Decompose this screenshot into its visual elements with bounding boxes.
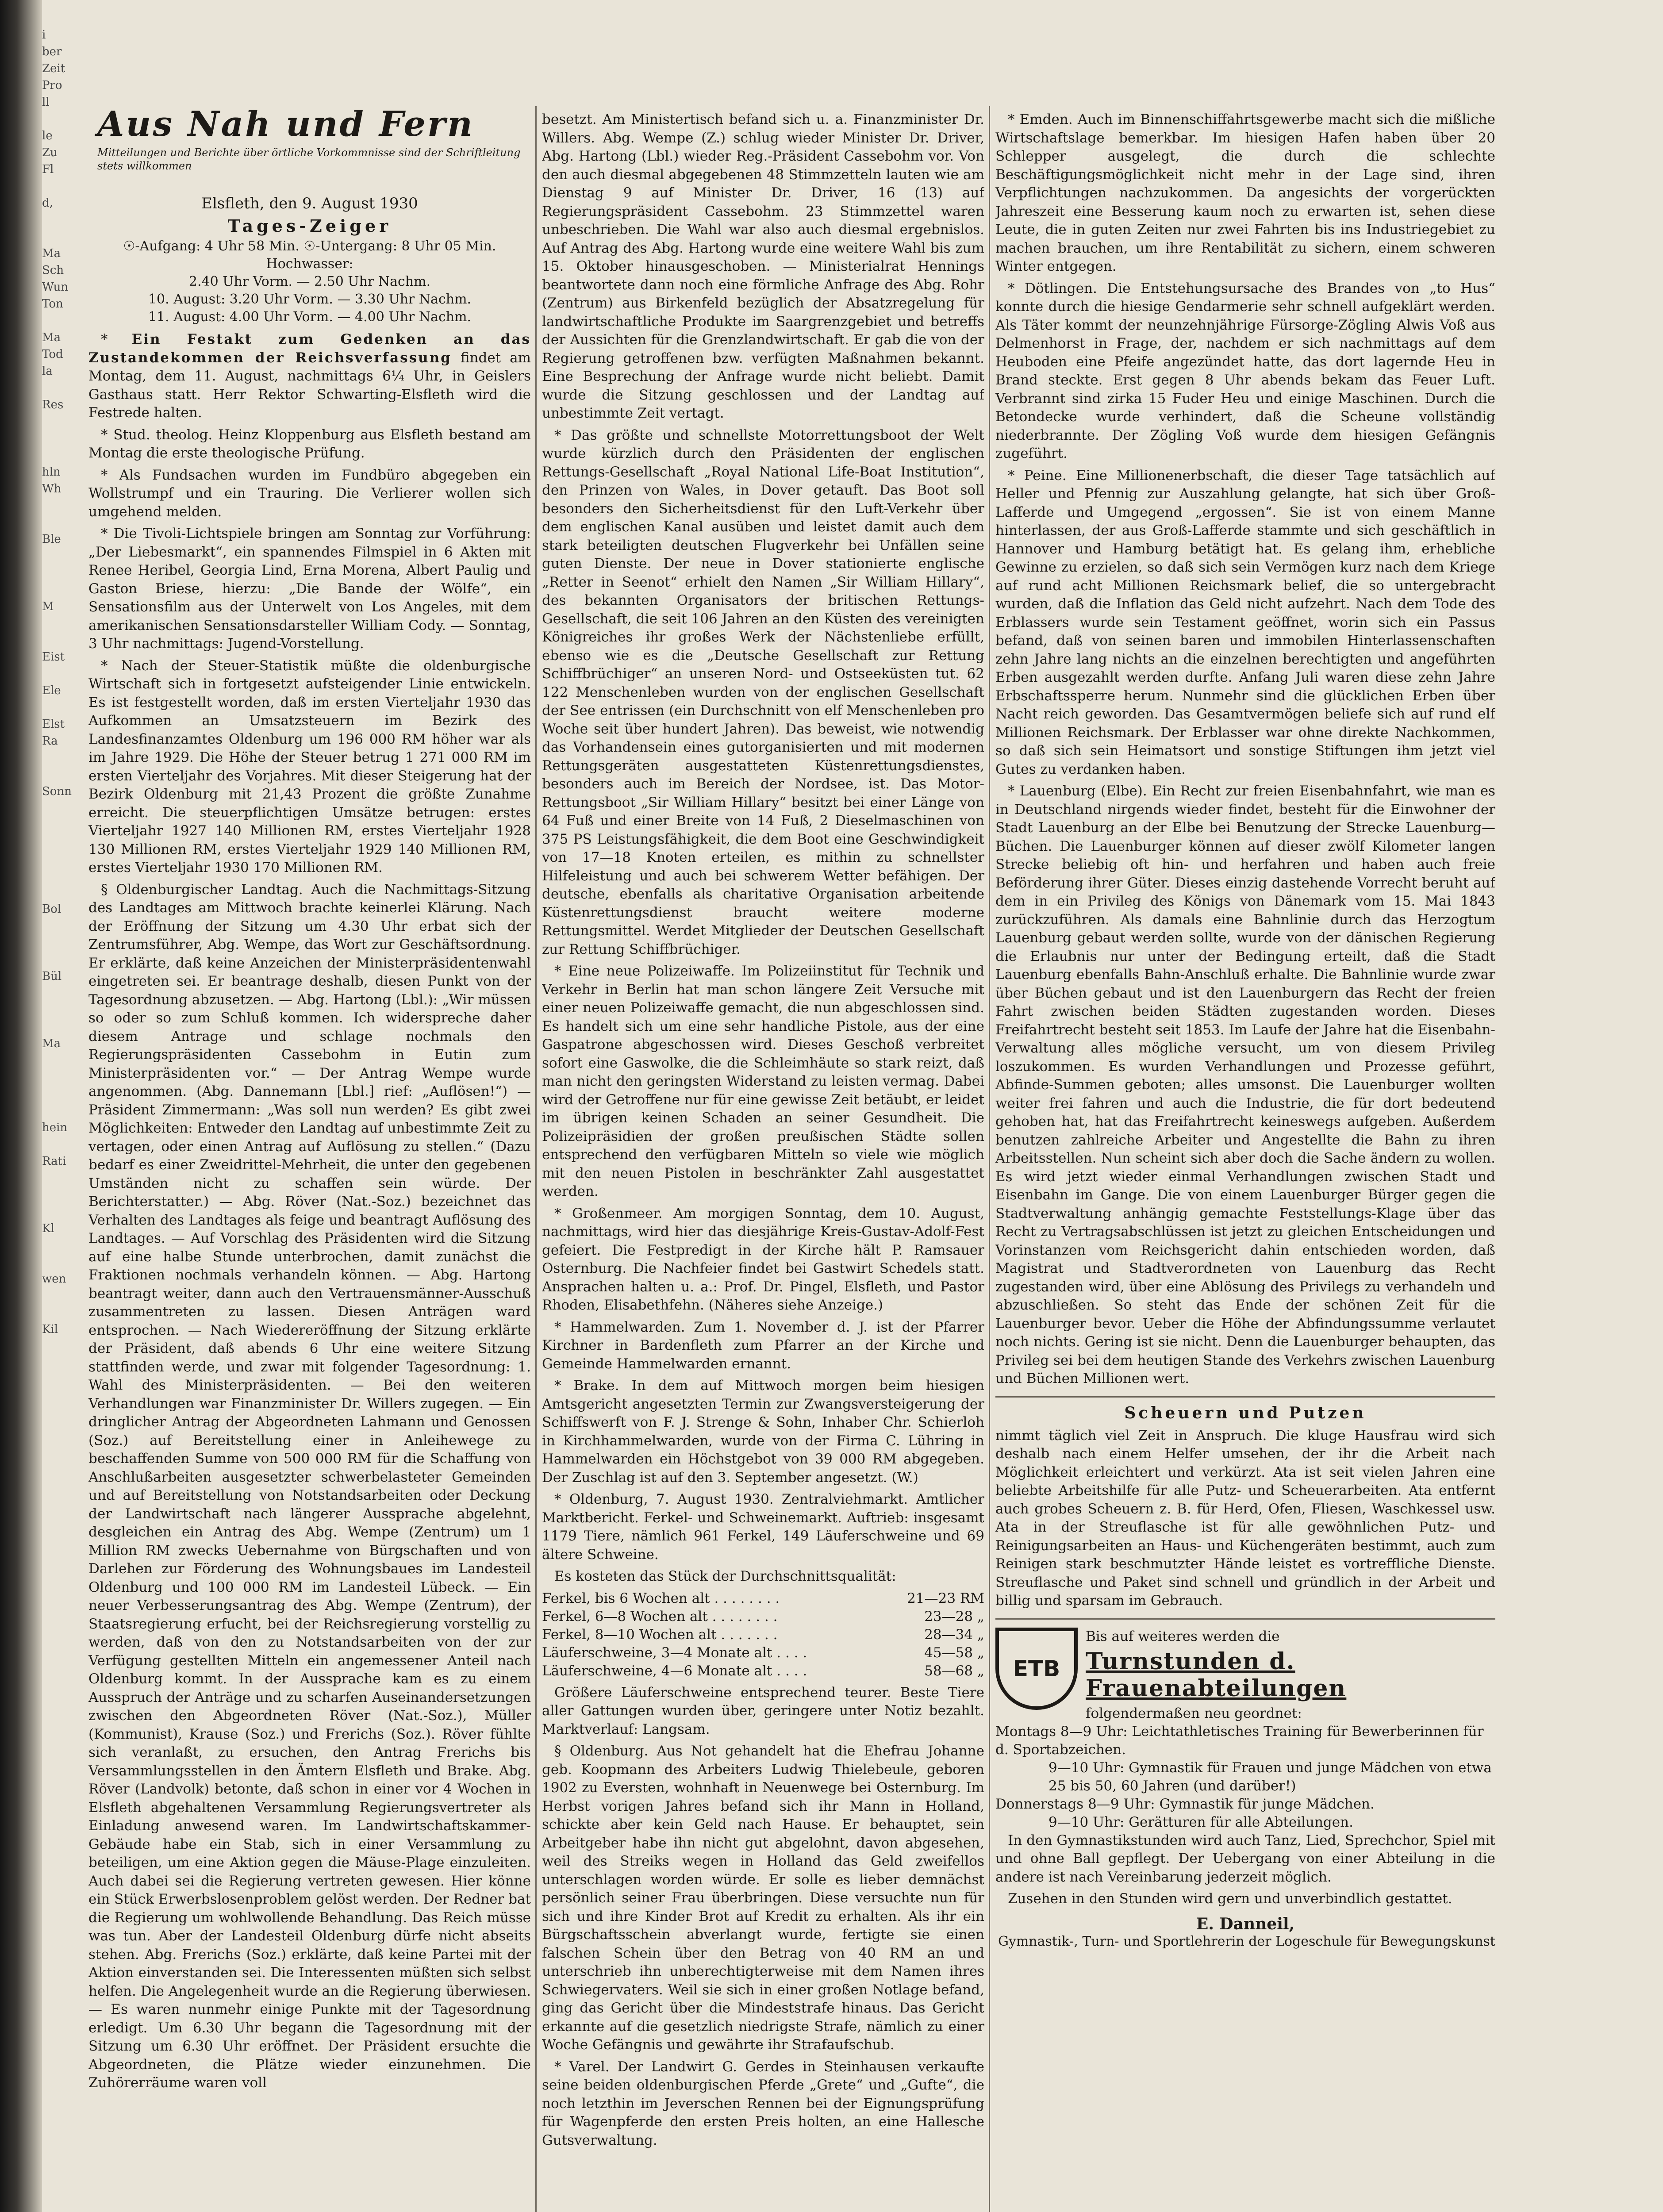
etb-logo xyxy=(995,1628,1078,1710)
ad-intro: Bis auf weiteres werden die xyxy=(1086,1628,1280,1644)
strip-fragment xyxy=(42,1052,77,1069)
strip-fragment: ll xyxy=(42,96,50,109)
article: Größere Läuferschweine entsprechend teurer. Beste Tiere aller Gattungen wurden über, geringere unter Notiz bezahlt. Marktverlauf: Langsam. xyxy=(542,1684,984,1737)
strip-fragment: Zeit xyxy=(42,62,65,75)
strip-fragment xyxy=(42,548,77,565)
strip-fragment xyxy=(42,615,77,632)
article: * Lauenburg (Elbe). Ein Recht zur freien Eisenbahnfahrt, wie man es in Deutschland nirgends wieder findet, besteht für die Einwohner der Stadt Lauenburg an der Elbe bei Benutzung der Strecke Lauenburg—Büchen. Die Lauenburger können auf dieser zwölf Kilometer langen Strecke beliebig oft hin- und herfahren und haben auch freie Beförderung ihrer Güter. Dieses einzig dastehende Vorrecht beruht auf dem in ein Privileg des Königs von Dänemark vom 15. Mai 1843 zurückzuführen. Als damals eine Bahnlinie durch das Herzogtum Lauenburg gebaut werden sollte, wurde von der dänischen Regierung die Erlaubnis nur unter der Bedingung erteilt, daß die Stadt Lauenburg ebenfalls Bahn-Anschluß erhalte. Die Bahnlinie wurde zwar über Büchen gebaut und ist den Lauenburgern das Recht der freien Fahrt zwischen beiden Städten zugestanden worden. Dieses Freifahrtrecht besteht seit 1853. Im Laufe der Jahre hat die Eisenbahn-Verwaltung alles mögliche versucht, um von diesem Privileg loszukommen. Es wurden Verhandlungen und Prozesse geführt, Abfinde-Summen geboten; alles umsonst. Die Lauenburger wollten weiter frei fahren und auch die Industrie, die für dort bedeutend gehoben hat, hat das Freifahrtrecht keineswegs aufgeben. Außerdem benutzen zahlreiche Arbeiter und Angestellte die Bahn zu ihren Arbeitsstellen. Nun scheint sich aber doch die Sache ändern zu wollen. Es wird jetzt wieder einmal Verhandlungen zwischen Stadt und Eisenbahn im Gange. Die von einem Lauenburger Bürger gegen die Stadtverwaltung anhängig gemachte Feststellungs-Klage über das Recht zu Vertragsabschlüssen ist jetzt zu gleichen Entscheidungen und Vorinstanzen vom Reichsgericht dahin entschieden worden, daß Magistrat und Stadtverordneten von Lauenburg das Recht zugestanden wird, über eine Ablösung des Privilegs zu verhandeln und abzuschließen. So steht das Ende der schönen Zeit für die Lauenburger bevor. Ueber die Höhe der Abfindungssumme verlautet noch nichts. Gering ist sie nicht. Denn die Lauenburger behaupten, das Privileg sei bei dem heutigen Stande des Verkehrs zwischen Lauenburg und Büchen Millionen wert. xyxy=(995,783,1495,1386)
strip-fragment: Tod xyxy=(42,348,63,361)
column-3 xyxy=(995,111,1495,2212)
tageszeiger-title: Tages-Zeiger xyxy=(227,216,392,236)
strip-fragment xyxy=(42,1018,77,1035)
strip-fragment xyxy=(42,111,77,127)
strip-fragment xyxy=(42,867,77,884)
strip-fragment xyxy=(42,447,77,464)
ad-note: Zusehen in den Stunden wird gern und unverbindlich gestattet. xyxy=(1008,1891,1452,1907)
ad-note: In den Gymnastikstunden wird auch Tanz, Lied, Sprechchor, Spiel mit und ohne Ball gepflegt. Der Uebergang von einer Abteilung in die andere ist nach Vereinbarung jederzeit möglich. xyxy=(995,1832,1495,1885)
strip-fragment xyxy=(42,985,77,1002)
schedule-line: Donnerstags 8—9 Uhr: Gymnastik für junge Mädchen. xyxy=(995,1796,1375,1812)
strip-fragment: la xyxy=(42,365,53,378)
strip-fragment xyxy=(42,632,77,649)
article: * Das größte und schnellste Motorrettungsboot der Welt wurde kürzlich durch den Präsidenten der englischen Rettungs-Gesellschaft „Royal National Life-Boat Institution“, den Prinzen von Wales, in Dover getauft. Das Boot soll besonders den Sicherheitsdienst für den Luft-Verkehr über dem englischen Kanal ausüben und leistet damit auch dem stark beteiligten deutschen Flugverkehr bei Unfällen seine guten Dienste. Der neue in Dover stationierte englische „Retter in Seenot“ erhielt den Namen „Sir William Hillary“, des bekannten Organisators der britischen Rettungs-Gesellschaft, die seit 106 Jahren an den Küsten des vereinigten Königreiches ihr großes Werk der Nächstenliebe erfüllt, ebenso wie es die „Deutsche Gesellschaft zur Rettung Schiffbrüchiger“ an unseren Nord- und Ostseeküsten tut. 62 122 Menschenleben wurden von der englischen Gesellschaft der See entrissen (ein Durchschnitt von elf Menschenleben pro Woche seit über hundert Jahren). Das beweist, wie notwendig das Vorhandensein eines gutorganisierten und mit modernen Rettungsgeräten ausgestatteten Küstenrettungsdienstes, besonders auch im Bereich der Nordsee, ist. Das Motor-Rettungsboot „Sir William Hillary“ besitzt bei einer Länge von 64 Fuß und einer Breite von 14 Fuß, 2 Dieselmaschinen von 375 PS Leistungsfähigkeit, die dem Boot eine Geschwindigkeit von 17—18 Knoten erteilen, es mithin zu schnellster Hilfeleistung und auch bei schwerem Wetter befähigen. Der deutsche, ebenfalls als charitative Organisation arbeitende Küstenrettungsdienst braucht weitere moderne Rettungsmittel. Werdet Mitglieder der Deutschen Gesellschaft zur Rettung Schiffbrüchiger. xyxy=(542,427,984,957)
strip-fragment xyxy=(42,312,77,329)
table-row xyxy=(542,1626,984,1644)
strip-fragment xyxy=(42,565,77,581)
schedule-line: 9—10 Uhr: Gerätturen für alle Abteilungen. xyxy=(1048,1814,1353,1830)
article: * Peine. Eine Millionenerbschaft, die dieser Tage tatsächlich auf Heller und Pfennig zur Auszahlung gelangte, hat sich über Groß-Lafferde und Umgegend „ergossen“. Sie ist von einem Manne hinterlassen, der aus Groß-Lafferde stammte und sich geschäftlich in Hannover und Hamburg betätigt hat. Es gelang ihm, erhebliche Gewinne zu erzielen, so daß sich sein Vermögen kurz nach dem Kriege auf rund acht Millionen Reichsmark belief, die so untergebracht wurden, daß die Inflation das Geld nicht aufzehrt. Nach dem Tode des Erblassers wurde sein Testament geöffnet, worin sich ein Passus befand, daß von seinen baren und immobilen Hinterlassenschaften zehn Jahre lang nichts an die einzelnen berechtigten und angeführten Erben ausgezahlt werden durfte. Anfang Juli waren diese zehn Jahre Erbschaftssperre herum. Nunmehr sind die glücklichen Erben über Nacht reich geworden. Das Gesamtvermögen beliefe sich auf rund elf Millionen Reichsmark. Der Erblasser war ohne direkte Nachkommen, so daß sich sein Heimatsort und sonstige Stiftungen ihm jetzt viel Gutes zu verdanken haben. xyxy=(995,467,1495,777)
market-price: 58—68 „ xyxy=(924,1663,984,1679)
advertisement xyxy=(995,1618,1495,1950)
article-text: findet am Montag, dem 11. August, nachmittags 6¼ Uhr, in Geislers Gasthaus statt. Herr Rektor Schwarting-Elsfleth wird die Festrede halten. xyxy=(88,349,531,421)
strip-fragment: Wh xyxy=(42,482,61,495)
strip-fragment: ber xyxy=(42,45,62,58)
dateline: Elsfleth, den 9. August 1930 xyxy=(201,195,418,212)
strip-fragment: Ma xyxy=(42,331,61,344)
strip-fragment: d, xyxy=(42,196,53,210)
table-row xyxy=(542,1608,984,1626)
strip-fragment: Bül xyxy=(42,970,62,983)
strip-fragment xyxy=(42,581,77,598)
masthead xyxy=(97,104,531,173)
strip-fragment: Rati xyxy=(42,1155,66,1168)
strip-fragment xyxy=(42,817,77,833)
strip-fragment xyxy=(42,918,77,934)
ad-header xyxy=(995,1628,1495,1723)
adjacent-page-strip xyxy=(42,27,77,2212)
strip-fragment: Ton xyxy=(42,297,63,311)
article-lead: Ein Festakt zum Gedenken an das Zustandekommen der Reichsverfassung xyxy=(88,331,531,366)
ad-subtitle: folgendermaßen neu geordnet: xyxy=(1086,1705,1302,1721)
strip-fragment xyxy=(42,413,77,430)
hochwasser-title: Hochwasser: xyxy=(266,256,353,272)
strip-fragment xyxy=(42,766,77,783)
market-label: Ferkel, 6—8 Wochen alt . . . . . . . . xyxy=(542,1608,778,1624)
strip-fragment xyxy=(42,430,77,447)
strip-fragment: Kl xyxy=(42,1222,54,1235)
schedule-line: 9—10 Uhr: Gymnastik für Frauen und junge Mädchen von etwa 25 bis 50, 60 Jahren (und darüber!) xyxy=(1048,1759,1492,1794)
strip-fragment xyxy=(42,833,77,850)
market-label: Ferkel, bis 6 Wochen alt . . . . . . . . xyxy=(542,1590,780,1606)
strip-fragment: le xyxy=(42,129,53,142)
scheuern-text: nimmt täglich viel Zeit in Anspruch. Die kluge Hausfrau wird sich deshalb nach einem Helfer umsehen, der ihr die Arbeit nach Möglichkeit erleichtert und verkürzt. Ata ist seit vielen Jahren eine beliebte Arbeitshilfe für alle Putz- und Scheuerarbeiten. Ata entfernt auch grobes Scheuern z. B. für Herd, Ofen, Fliesen, Waschkessel usw. Ata in der Streuflasche ist für alle gewöhnlichen Putz- und Reinigungsarbeiten an Haus- und Küchengeräten bestimmt, auch zum Reinigen stark beschmutzter Hände leistet es vortreffliche Dienste. Streuflasche und Paket sind schnell und gründlich in der Arbeit und billig und sparsam im Gebrauch. xyxy=(995,1427,1495,1609)
column-2 xyxy=(542,111,984,2212)
article: § Oldenburgischer Landtag. Auch die Nachmittags-Sitzung des Landtages am Mittwoch brachte keinerlei Klärung. Nach der Eröffnung der Sitzung um 4.30 Uhr erbat sich der Zentrumsführer, Abg. Wempe, das Wort zur Geschäftsordnung. Er erklärte, daß keine Anzeichen der Ministerpräsidentenwahl eingetreten sei. Er beantrage deshalb, diesen Punkt von der Tagesordnung abzusetzen. — Abg. Hartong (Lbl.): „Wir müssen so oder so zum Schluß kommen. Ich widerspreche daher diesem Antrage und schlage nochmals den Regierungspräsidenten Cassebohm in Eutin zum Ministerpräsidenten vor.“ — Der Antrag Wempe wurde angenommen. (Abg. Dannemann [Lbl.] rief: „Auflösen!“) — Präsident Zimmermann: „Was soll nun werden? Es gibt zwei Möglichkeiten: Entweder den Landtag auf unbestimmte Zeit zu vertagen, oder einen Antrag auf Auflösung zu stellen.“ (Dazu bedarf es einer Zweidrittel-Mehrheit, die unter den gegebenen Umständen nicht zu schaffen sein würde. Der Berichterstatter.) — Abg. Röver (Nat.-Soz.) bezeichnet das Verhalten des Landtages als feige und beantragt Auflösung des Landtages. — Auf Vorschlag des Präsidenten wird die Sitzung auf eine halbe Stunde unterbrochen, damit zunächst die Fraktionen nochmals verhandeln können. — Abg. Hartong beantragt weiter, dann auch den Vertrauensmänner-Ausschuß zusammentreten zu lassen. Diesen Anträgen ward entsprochen. — Nach Wiedereröffnung der Sitzung erklärte der Präsident, daß abends 6 Uhr eine weitere Sitzung stattfinden werde, und zwar mit folgender Tagesordnung: 1. Wahl des Ministerpräsidenten. — Bei den weiteren Verhandlungen war Finanzminister Dr. Willers zugegen. — Ein dringlicher Antrag der Abgeordneten Lahmann und Genossen (Soz.) auf Bereitstellung einer in Anleihewege zu beschaffenden Summe von 500 000 RM für die Schaffung von Anschlußarbeiten ausgesetzter schwerbelasteter Gemeinden und auf Bereitstellung von Notstandsarbeiten oder Deckung der Landwirtschaft nach längerer Aussprache abgelehnt, desgleichen ein Antrag des Abg. Wempe (Zentrum) um 1 Million RM zwecks Uebernahme von Bürgschaften und von Darlehen zur Förderung des Wohnungsbaues im Landesteil Oldenburg und 100 000 RM im Landesteil Lübeck. — Ein neuer Verbesserungsantrag des Abg. Wempe (Zentrum), der Staatsregierung erfucht, bei der Reichsregierung vorstellig zu werden, daß von den zu Notstandsarbeiten von der zur Verfügung gestellten Mitteln ein angemessener Anteil nach Oldenburg kommt. In der Aussprache kam es zu einem Ausspruch der Anträge und zu scharfen Auseinandersetzungen zwischen den Abgeordneten Röver (Nat.-Soz.), Müller (Kommunist), Krause (Soz.) und Frerichs (Soz.). Röver fühlte sich veranlaßt, zu ersuchen, den Antrag Frerichs bis Versammlungsstellen in den Ämtern Elsfleth und Brake. Abg. Röver (Landvolk) betonte, daß schon in einer vor 4 Wochen in Elsfleth abgehaltenen Versammlung Regierungsvertreter als Einladung anwesend waren. Im Landwirtschaftskammer-Gebäude habe ein Stab, sich in einer Versammlung zu beteiligen, um eine Aktion gegen die Mäuse-Plage einzuleiten. Auch dabei sei die Regierung vertreten gewesen. Hier könne ein Stück Erwerbslosenproblem gelöst werden. Der Redner bat die Regierung um wohlwollende Behandlung. Das Reich müsse was tun. Aber der Landesteil Oldenburg dürfe nicht abseits stehen. Abg. Frerichs (Soz.) erklärte, daß keine Partei mit der Aktion einverstanden sei. Die Interessenten müßten sich selbst helfen. Die Angelegenheit wurde an die Regierung überwiesen. — Es waren nunmehr einige Punkte mit der Tagesordnung erledigt. Um 6.30 Uhr begann die Tagesordnung mit der Sitzung um 6.30 Uhr eröffnet. Der Präsident ersuchte die Abgeordneten, die Plätze wieder einzunehmen. Die Zuhörerräume waren voll xyxy=(88,881,531,2091)
strip-fragment xyxy=(42,850,77,867)
strip-fragment xyxy=(42,228,77,245)
strip-fragment xyxy=(42,1304,77,1321)
strip-fragment xyxy=(42,1086,77,1102)
strip-fragment xyxy=(42,1187,77,1203)
strip-fragment xyxy=(42,1002,77,1018)
strip-fragment: Res xyxy=(42,398,64,411)
article: Es kosteten das Stück der Durchschnittsqualität: xyxy=(554,1568,896,1584)
strip-fragment: Pro xyxy=(42,79,62,92)
strip-fragment xyxy=(42,211,77,228)
table-row xyxy=(542,1644,984,1662)
strip-fragment: M xyxy=(42,600,54,613)
strip-fragment: Ra xyxy=(42,734,58,748)
strip-fragment xyxy=(42,380,77,396)
article: besetzt. Am Ministertisch befand sich u. a. Finanzminister Dr. Willers. Abg. Wempe (Z.) schlug wieder Minister Dr. Driver, Abg. Hartong (Lbl.) wieder Reg.-Präsident Cassebohm vor. Von den auch diesmal abgegebenen 48 Stimmzetteln lauten wie am Dienstag 9 auf Minister Dr. Driver, 16 (13) auf Regierungspräsident Cassebohm. 23 Stimmzettel waren unbeschrieben. Die Wahl war also auch diesmal ergebnislos. Auf Antrag des Abg. Hartong wurde eine weitere Wahl bis zum 15. Oktober hinausgeschoben. — Ministerialrat Hennings beantwortete dann noch eine förmliche Anfrage des Abg. Rohr (Zentrum) aus Birkenfeld bezüglich der Absatzregelung für landwirtschaftliche Produkte im Saargrenzgebiet und betreffs der Aussichten für die Grenzlandwirtschaft. Er gab die von der Regierung getroffenen bzw. verfügten Maßnahmen bekannt. Eine Besprechung der Anfrage wurde nicht beliebt. Damit wurde die Sitzung geschlossen und der Landtag auf unbestimmte Zeit vertagt. xyxy=(542,111,984,421)
article: * Nach der Steuer-Statistik müßte die oldenburgische Wirtschaft sich in fortgesetzt aufsteigender Linie entwickeln. Es ist festgestellt worden, daß im ersten Vierteljahr 1930 das Aufkommen an Umsatzsteuern im Bezirk des Landesfinanzamtes Oldenburg um 196 000 RM höher war als im Jahre 1929. Die Höhe der Steuer betrug 1 271 000 RM im ersten Vierteljahr des Vorjahres. Mit dieser Steigerung hat der Bezirk Oldenburg mit 21,43 Prozent die größte Zunahme erreicht. Die steuerpflichtigen Umsätze betrugen: erstes Vierteljahr 1927 140 Millionen RM, erstes Vierteljahr 1928 130 Millionen RM, erstes Vierteljahr 1929 140 Millionen RM, erstes Vierteljahr 1930 170 Millionen RM. xyxy=(88,657,531,876)
strip-fragment xyxy=(42,1136,77,1153)
strip-fragment: Wun xyxy=(42,280,69,294)
strip-fragment xyxy=(42,1237,77,1254)
strip-fragment: Zu xyxy=(42,146,58,159)
ad-signature-sub: Gymnastik-, Turn- und Sportlehrerin der Logeschule für Bewegungskunst xyxy=(998,1933,1495,1949)
strip-fragment xyxy=(42,884,77,901)
binding-gutter xyxy=(0,0,42,2212)
article: * Großenmeer. Am morgigen Sonntag, dem 10. August, nachmittags, wird hier das diesjährige Kreis-Gustav-Adolf-Fest gefeiert. Die Festpredigt in der Kirche hält P. Ramsauer Osternburg. Die Nachfeier findet bei Gastwirt Schedels statt. Ansprachen halten u. a.: Prof. Dr. Pingel, Elsfleth, und Pastor Rhoden, Elisabethfehn. (Näheres siehe Anzeige.) xyxy=(542,1205,984,1313)
strip-fragment: Kil xyxy=(42,1323,58,1336)
strip-fragment xyxy=(42,800,77,817)
strip-fragment xyxy=(42,749,77,766)
table-row xyxy=(542,1590,984,1608)
article: * Hammelwarden. Zum 1. November d. J. ist der Pfarrer Kirchner in Bardenfleth zum Pfarrer an der Kirche und Gemeinde Hammelwarden ernannt. xyxy=(542,1319,984,1372)
hochwasser-line: 11. August: 4.00 Uhr Vorm. — 4.00 Uhr Nachm. xyxy=(148,309,472,325)
market-table xyxy=(542,1590,984,1680)
market-price: 28—34 „ xyxy=(924,1626,984,1643)
schedule-line: Montags 8—9 Uhr: Leichtathletisches Training für Bewerberinnen für d. Sportabzeichen. xyxy=(995,1723,1484,1758)
hochwasser-line: 2.40 Uhr Vorm. — 2.50 Uhr Nachm. xyxy=(188,274,431,289)
article: * Die Tivoli-Lichtspiele bringen am Sonntag zur Vorführung: „Der Liebesmarkt“, ein spannendes Filmspiel in 6 Akten mit Renee Heribel, Georgia Lind, Erna Morena, Albert Paulig und Gaston Briese, hierzu: „Die Bande der Wölfe“, ein Sensationsfilm aus der Unterwelt von Los Angeles, mit dem amerikanischen Sensationsdarsteller William Cody. — Sonntag, 3 Uhr nachmittags: Jugend-Vorstellung. xyxy=(88,526,531,652)
market-price: 45—58 „ xyxy=(924,1644,984,1661)
strip-fragment: Sch xyxy=(42,264,64,277)
table-row xyxy=(542,1662,984,1680)
section-divider xyxy=(995,1396,1495,1398)
strip-fragment xyxy=(42,1102,77,1119)
strip-fragment xyxy=(42,934,77,951)
market-label: Ferkel, 8—10 Wochen alt . . . . . . . xyxy=(542,1626,778,1643)
column-1 xyxy=(88,190,531,2212)
strip-fragment: Sonn xyxy=(42,785,72,798)
market-price: 23—28 „ xyxy=(924,1608,984,1624)
ad-title: Turnstunden d. Frauenabteilungen xyxy=(1086,1647,1347,1702)
strip-fragment xyxy=(42,1203,77,1220)
article: * Varel. Der Landwirt G. Gerdes in Steinhausen verkaufte seine beiden oldenburgischen Pferde „Grete“ und „Gufte“, die noch letzthin im Jeverschen Rennen bei der Eignungsprüfung für Wagenpferde den ersten Preis holten, an eine Hallesche Gutsverwaltung. xyxy=(542,2058,984,2148)
scheuern-title: Scheuern und Putzen xyxy=(1124,1403,1367,1422)
strip-fragment: hein xyxy=(42,1121,68,1134)
market-label: Läuferschweine, 4—6 Monate alt . . . . xyxy=(542,1663,807,1679)
strip-fragment: Ele xyxy=(42,684,61,697)
hochwasser-line: 10. August: 3.20 Uhr Vorm. — 3.30 Uhr Nachm. xyxy=(148,292,472,307)
strip-fragment: Bol xyxy=(42,902,61,916)
article: * Brake. In dem auf Mittwoch morgen beim hiesigen Amtsgericht angesetzten Termin zur Zwangsversteigerung der Schiffswerft von F. J. Strenge & Sohn, Inhaber Chr. Schierloh in Kirchhammelwarden, wurde von der Firma C. Lühring in Hammelwarden ein Höchstgebot von 39 000 RM abgegeben. Der Zuschlag ist auf den 3. September angesetzt. (W.) xyxy=(542,1378,984,1486)
section-subtitle: Mitteilungen und Berichte über örtliche Vorkommnisse sind der Schriftleitung stets willkommen xyxy=(97,146,521,172)
strip-fragment: hln xyxy=(42,465,61,479)
section-title: Aus Nah und Fern xyxy=(97,104,474,144)
strip-fragment xyxy=(42,1287,77,1304)
strip-fragment: Elst xyxy=(42,718,65,731)
article: * Eine neue Polizeiwaffe. Im Polizeiinstitut für Technik und Verkehr in Berlin hat man schon längere Zeit Versuche mit einer neuen Polizeiwaffe gemacht, die nun abgeschlossen sind. Es handelt sich um eine sehr handliche Pistole, aus der eine Gaspatrone abgeschossen wird. Dieses Geschoß verbreitet sofort eine Gaswolke, die die Schleimhäute so stark reizt, daß man nicht den geringsten Widerstand zu leisten vermag. Dabei wird der Getroffene nur für eine gewisse Zeit betäubt, er leidet im übrigen keinen Schaden an seiner Gesundheit. Die Polizeipräsidien der großen preußischen Städte sollen entsprechend den verfügbaren Mitteln so viele wie möglich mit den neuen Pistolen in beschränkter Zahl ausgestattet werden. xyxy=(542,963,984,1199)
strip-fragment: Ma xyxy=(42,247,61,260)
sun-times: ☉-Aufgang: 4 Uhr 58 Min. ☉-Untergang: 8 Uhr 05 Min. xyxy=(123,238,496,254)
strip-fragment xyxy=(42,665,77,682)
strip-fragment xyxy=(42,1254,77,1271)
article: * Als Fundsachen wurden im Fundbüro abgegeben ein Wollstrumpf und ein Trauring. Die Verlierer wollen sich umgehend melden. xyxy=(88,467,531,520)
strip-fragment xyxy=(42,497,77,514)
article: § Oldenburg. Aus Not gehandelt hat die Ehefrau Johanne geb. Koopmann des Arbeiters Ludwig Thielebeule, geboren 1902 zu Eversten, wohnhaft in Neuenwege bei Osternburg. Im Herbst vorigen Jahres befand sich ihr Mann in Holland, schickte aber kein Geld nach Hause. Er behauptet, sein Arbeitgeber habe ihn nicht gut abgelohnt, davon abgesehen, weil des Streiks wegen in Holland das Geld zweifellos unterschlagen worden würde. Er solle es lieber demnächst persönlich seiner Frau überbringen. Diese versuchte nun für sich und ihre Kinder Brot auf Kredit zu erhalten. Als ihr ein Bürgschaftsschein abverlangt wurde, fertigte sie einen falschen Schein über den Betrag von 40 RM an und unterschrieb ihn unberechtigterweise mit dem Namen ihres Schwiegervaters. Weil sie sich in einer großen Notlage befand, ging das Gericht über die Mindeststrafe hinaus. Das Gericht erkannte auf die gesetzlich niedrigste Strafe, nämlich zu einer Woche Gefängnis und gewährte ihr Strafaufschub. xyxy=(542,1743,984,2053)
column-rule xyxy=(989,106,990,2212)
strip-fragment: i xyxy=(42,28,46,42)
market-label: Läuferschweine, 3—4 Monate alt . . . . xyxy=(542,1644,807,1661)
ad-signature: E. Danneil, xyxy=(1196,1914,1295,1933)
strip-fragment xyxy=(42,699,77,716)
article: * Stud. theolog. Heinz Kloppenburg aus Elsfleth bestand am Montag die erste theologische Prüfung. xyxy=(88,426,531,461)
strip-fragment: Fl xyxy=(42,163,54,176)
column-rule xyxy=(535,106,537,2212)
strip-fragment xyxy=(42,178,77,195)
strip-fragment xyxy=(42,1069,77,1086)
strip-fragment xyxy=(42,1170,77,1187)
strip-fragment xyxy=(42,514,77,531)
strip-fragment: Ble xyxy=(42,533,61,546)
logo-text: ETB xyxy=(1013,1655,1060,1682)
article: * Dötlingen. Die Entstehungsursache des Brandes von „to Hus“ konnte durch die hiesige Gendarmerie sehr schnell aufgeklärt werden. Als Täter kommt der neunzehnjährige Fürsorge-Zögling Alwis Voß aus Delmenhorst in Frage, der, nachdem er sich nachmittags auf dem Heuboden eine Pfeife angezündet hatte, das dort lagernde Heu in Brand steckte. Erst gegen 8 Uhr abends bekam das Feuer Luft. Verbrannt sind zirka 15 Fuder Heu und einige Maschinen. Durch die Betondecke wurde verhindert, daß die Scheune vollständig niederbrannte. Der Zögling Voß wurde dem hiesigen Gefängnis zugeführt. xyxy=(995,280,1495,461)
strip-fragment: wen xyxy=(42,1272,66,1286)
strip-fragment: Eist xyxy=(42,650,65,664)
article: * Ein Festakt zum Gedenken an das Zustandekommen der Reichsverfassung findet am Montag, dem 11. August, nachmittags 6¼ Uhr, in Geislers Gasthaus statt. Herr Rektor Schwarting-Elsfleth wird die Festrede halten. xyxy=(88,331,531,421)
article: * Emden. Auch im Binnenschiffahrtsgewerbe macht sich die mißliche Wirtschaftslage bemerkbar. Im hiesigen Hafen haben über 20 Schlepper ausgelegt, die durch die schlechte Beschäftigungsmöglichkeit nicht mehr in der Lage sind, ihren Verpflichtungen nachzukommen. Da angesichts der vorgerückten Jahreszeit eine Besserung kaum noch zu erwarten ist, sehen diese Leute, die in guten Zeiten nur zwei Fahrten bis ins Industriegebiet zu machen brauchen, um ihre Rentabilität zu sichern, einem schweren Winter entgegen. xyxy=(995,111,1495,274)
article: * Oldenburg, 7. August 1930. Zentralviehmarkt. Amtlicher Marktbericht. Ferkel- und Schweinemarkt. Auftrieb: insgesamt 1179 Tiere, nämlich 961 Ferkel, 149 Läuferschweine und 69 ältere Schweine. xyxy=(542,1491,984,1563)
strip-fragment xyxy=(42,951,77,968)
strip-fragment: Ma xyxy=(42,1037,61,1050)
market-price: 21—23 RM xyxy=(907,1590,984,1606)
